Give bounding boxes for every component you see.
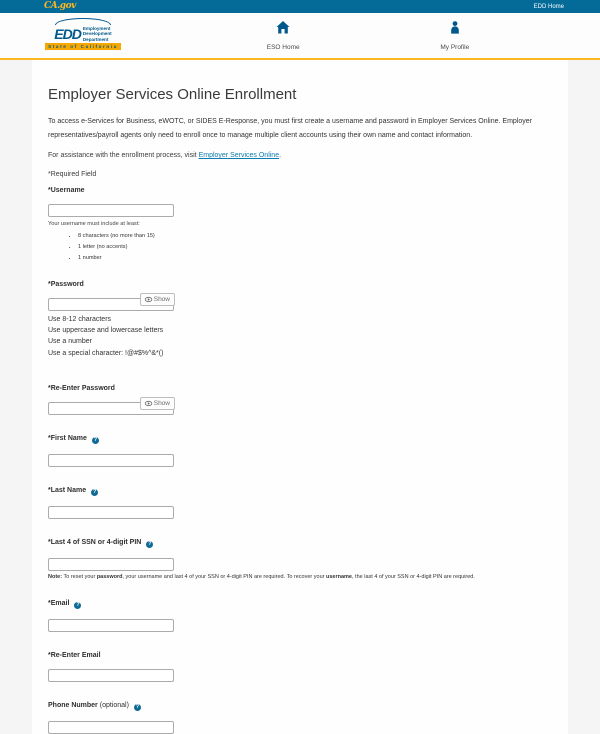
email-label-text: *Email — [48, 599, 70, 607]
email-input[interactable] — [48, 619, 174, 632]
assistance-suffix: . — [279, 152, 282, 159]
ssn-pin-label — [48, 539, 552, 548]
password-show-button[interactable] — [140, 293, 175, 306]
username-rule: • 1 number — [78, 255, 552, 261]
last-name-label — [48, 487, 552, 496]
site-header — [0, 13, 600, 58]
first-name-help-icon[interactable] — [92, 437, 99, 444]
note-text: To reset your — [62, 573, 97, 580]
edd-logo[interactable] — [45, 18, 121, 50]
first-name-label-text: *First Name — [48, 434, 87, 442]
required-field-note: *Required Field — [48, 171, 97, 178]
username-rule: • 8 characters (no more than 15) — [78, 233, 552, 239]
edd-logo-acronym: EDD — [54, 25, 81, 42]
last-name-input[interactable] — [48, 506, 174, 519]
edd-dept-line: Department — [82, 36, 109, 42]
username-label: *Username — [48, 187, 85, 194]
nav-my-profile[interactable] — [420, 19, 490, 54]
reenter-password-label: *Re-Enter Password — [48, 384, 115, 392]
utility-bar — [0, 0, 600, 13]
last-name-group — [48, 487, 552, 519]
password-rule: Use uppercase and lowercase letters — [48, 327, 164, 335]
eye-icon — [145, 401, 152, 406]
edd-dept-line: Development — [82, 31, 112, 37]
edd-logo-arc-icon — [55, 18, 111, 25]
note-text: , your username and last 4 of your SSN or 4-digit PIN are required. To recover your — [122, 573, 326, 580]
username-rules-title: Your username must include at least: — [48, 221, 140, 227]
email-label — [48, 600, 552, 609]
last-name-label-text: *Last Name — [48, 486, 87, 494]
intro-paragraph: To access e-Services for Business, eWOTC, or SIDES E-Response, you must first create a username and password in Employer Services Online. Employer representatives/payroll agents only need to enroll once to manage multiple client accounts using their own name and contact information. — [48, 118, 532, 139]
nav-eso-home-label: ESO Home — [266, 44, 300, 51]
edd-dept-line: Employment — [82, 26, 111, 31]
edd-logo-tagline: State of California — [45, 43, 121, 50]
assistance-prefix: For assistance with the enrollment process, visit — [48, 152, 199, 159]
password-group — [48, 281, 552, 359]
edd-home-link[interactable]: EDD Home — [533, 3, 564, 10]
phone-optional-text: (optional) — [99, 701, 129, 709]
reenter-password-show-label: Show — [153, 399, 170, 407]
main-content — [32, 60, 568, 734]
phone-label-text: Phone Number — [48, 701, 100, 709]
first-name-input[interactable] — [48, 454, 174, 467]
reenter-email-input[interactable] — [48, 669, 174, 682]
home-icon — [248, 19, 318, 33]
ssn-pin-note — [48, 574, 568, 580]
email-group — [48, 600, 552, 632]
username-rules-list — [48, 233, 552, 261]
assistance-line — [48, 152, 552, 159]
reenter-password-show-button[interactable] — [140, 397, 175, 410]
ca-gov-logo[interactable]: CA.gov — [44, 1, 76, 11]
note-bold: username — [326, 573, 352, 580]
username-input[interactable] — [48, 204, 174, 217]
email-help-icon[interactable] — [74, 602, 81, 609]
phone-group — [48, 702, 552, 734]
nav-eso-home[interactable] — [248, 19, 318, 54]
password-rule: Use 8-12 characters — [48, 316, 112, 323]
ssn-pin-input[interactable] — [48, 558, 174, 571]
phone-input[interactable] — [48, 721, 174, 734]
note-bold: password — [96, 573, 123, 580]
edd-logo-department-text — [83, 26, 112, 42]
last-name-help-icon[interactable] — [91, 489, 98, 496]
ssn-pin-group — [48, 539, 552, 580]
eye-icon — [145, 297, 152, 302]
first-name-label — [48, 435, 552, 444]
reenter-password-group — [48, 385, 552, 415]
password-rule: Use a special character: !@#$%^&*() — [48, 349, 164, 357]
note-bold: Note: — [48, 573, 63, 580]
employer-services-online-link[interactable]: Employer Services Online — [198, 152, 280, 159]
username-rule: • 1 letter (no accents) — [78, 244, 552, 250]
phone-help-icon[interactable] — [134, 704, 141, 711]
first-name-group — [48, 435, 552, 467]
username-group — [48, 187, 552, 261]
reenter-email-label: *Re-Enter Email — [48, 651, 101, 659]
password-label: *Password — [48, 281, 84, 288]
note-text: , the last 4 of your SSN or 4-digit PIN are required. — [352, 573, 475, 580]
password-rules — [48, 314, 552, 359]
password-rule: Use a number — [48, 338, 92, 346]
person-icon — [420, 19, 490, 33]
ssn-pin-help-icon[interactable] — [146, 541, 153, 548]
phone-label — [48, 702, 552, 711]
page-title: Employer Services Online Enrollment — [48, 86, 297, 103]
reenter-email-group — [48, 652, 552, 682]
password-show-label: Show — [153, 296, 170, 303]
ssn-pin-label-text: *Last 4 of SSN or 4-digit PIN — [48, 538, 142, 546]
nav-my-profile-label: My Profile — [440, 44, 470, 51]
